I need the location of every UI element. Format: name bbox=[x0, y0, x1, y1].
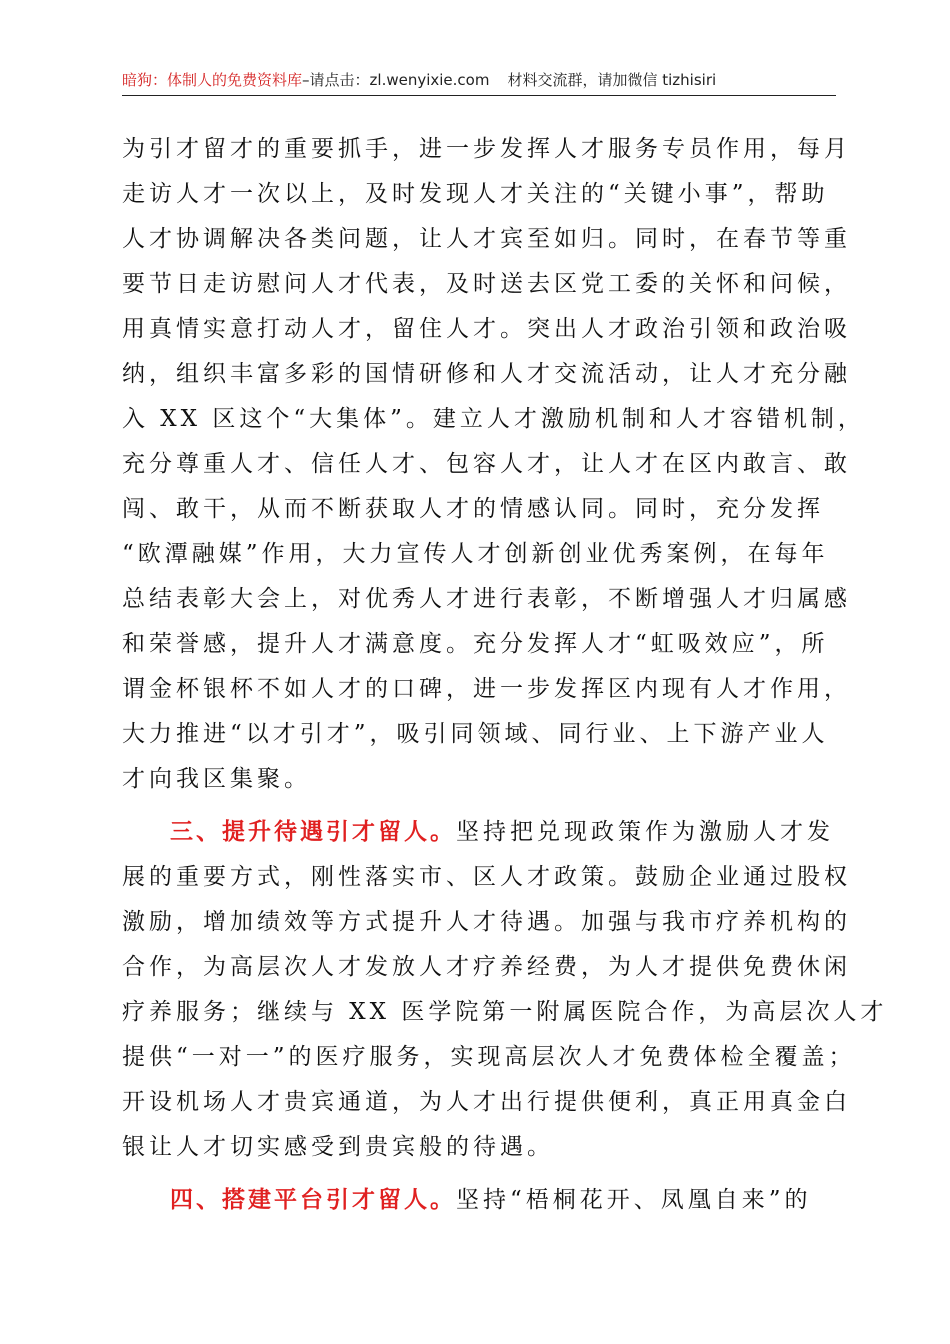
text-line: 总结表彰大会上，对优秀人才进行表彰，不断增强人才归属感 bbox=[122, 586, 851, 612]
text-line: 要节日走访慰问人才代表，及时送去区党工委的关怀和问候， bbox=[122, 271, 851, 297]
header-site-name: 暗狗：体制人的免费资料库 bbox=[122, 71, 303, 89]
section-3-heading: 三、提升待遇引才留人。 bbox=[170, 819, 456, 845]
text-line: 和荣誉感，提升人才满意度。充分发挥人才“虹吸效应”，所 bbox=[122, 631, 829, 657]
text-line: 为引才留才的重要抓手，进一步发挥人才服务专员作用，每月 bbox=[122, 136, 851, 162]
header-click-prompt: –请点击： bbox=[302, 71, 370, 89]
section-4-lead-text: 坚持“梧桐花开、凤凰自来”的 bbox=[456, 1187, 812, 1213]
text-line: 疗养服务；继续与 XX 医学院第一附属医院合作，为高层次人才 bbox=[122, 999, 888, 1025]
header-wechat-note: 材料交流群，请加微信 tizhisiri bbox=[507, 71, 717, 89]
text-line: 走访人才一次以上，及时发现人才关注的“关键小事”，帮助 bbox=[122, 181, 829, 207]
text-line: 人才协调解决各类问题，让人才宾至如归。同时，在春节等重 bbox=[122, 226, 851, 252]
section-4-first-line bbox=[122, 1178, 842, 1223]
text-line: 充分尊重人才、信任人才、包容人才，让人才在区内敢言、敢 bbox=[122, 451, 851, 477]
text-line: 用真情实意打动人才，留住人才。突出人才政治引领和政治吸 bbox=[122, 316, 851, 342]
text-line: 纳，组织丰富多彩的国情研修和人才交流活动，让人才充分融 bbox=[122, 361, 851, 387]
section-4-heading: 四、搭建平台引才留人。 bbox=[170, 1187, 456, 1213]
text-line: 激励，增加绩效等方式提升人才待遇。加强与我市疗养机构的 bbox=[122, 909, 851, 935]
text-line: 展的重要方式，刚性落实市、区人才政策。鼓励企业通过股权 bbox=[122, 864, 851, 890]
document-body bbox=[122, 127, 888, 1223]
text-line: 才向我区集聚。 bbox=[122, 766, 311, 792]
section-3-first-line bbox=[122, 810, 842, 855]
text-line: 入 XX 区这个“大集体”。建立人才激励机制和人才容错机制， bbox=[122, 406, 865, 432]
text-line: 谓金杯银杯不如人才的口碑，进一步发挥区内现有人才作用， bbox=[122, 676, 851, 702]
section-3-lead-text: 坚持把兑现政策作为激励人才发 bbox=[456, 819, 834, 845]
paragraph-1 bbox=[122, 127, 865, 802]
header-url-link[interactable]: zl.wenyixie.com bbox=[369, 71, 490, 89]
section-3 bbox=[122, 810, 888, 1170]
text-line: 开设机场人才贵宾通道，为人才出行提供便利，真正用真金白 bbox=[122, 1089, 851, 1115]
page-header bbox=[122, 66, 836, 94]
section-4 bbox=[122, 1178, 842, 1223]
text-line: 银让人才切实感受到贵宾般的待遇。 bbox=[122, 1134, 554, 1160]
text-line: 大力推进“以才引才”，吸引同领域、同行业、上下游产业人 bbox=[122, 721, 829, 747]
text-line: 合作，为高层次人才发放人才疗养经费，为人才提供免费休闲 bbox=[122, 954, 851, 980]
header-divider bbox=[122, 95, 836, 96]
text-line: 闯、敢干，从而不断获取人才的情感认同。同时，充分发挥 bbox=[122, 496, 824, 522]
text-line: “欧潭融媒”作用，大力宣传人才创新创业优秀案例，在每年 bbox=[122, 541, 829, 567]
text-line: 提供“一对一”的医疗服务，实现高层次人才免费体检全覆盖； bbox=[122, 1044, 856, 1070]
